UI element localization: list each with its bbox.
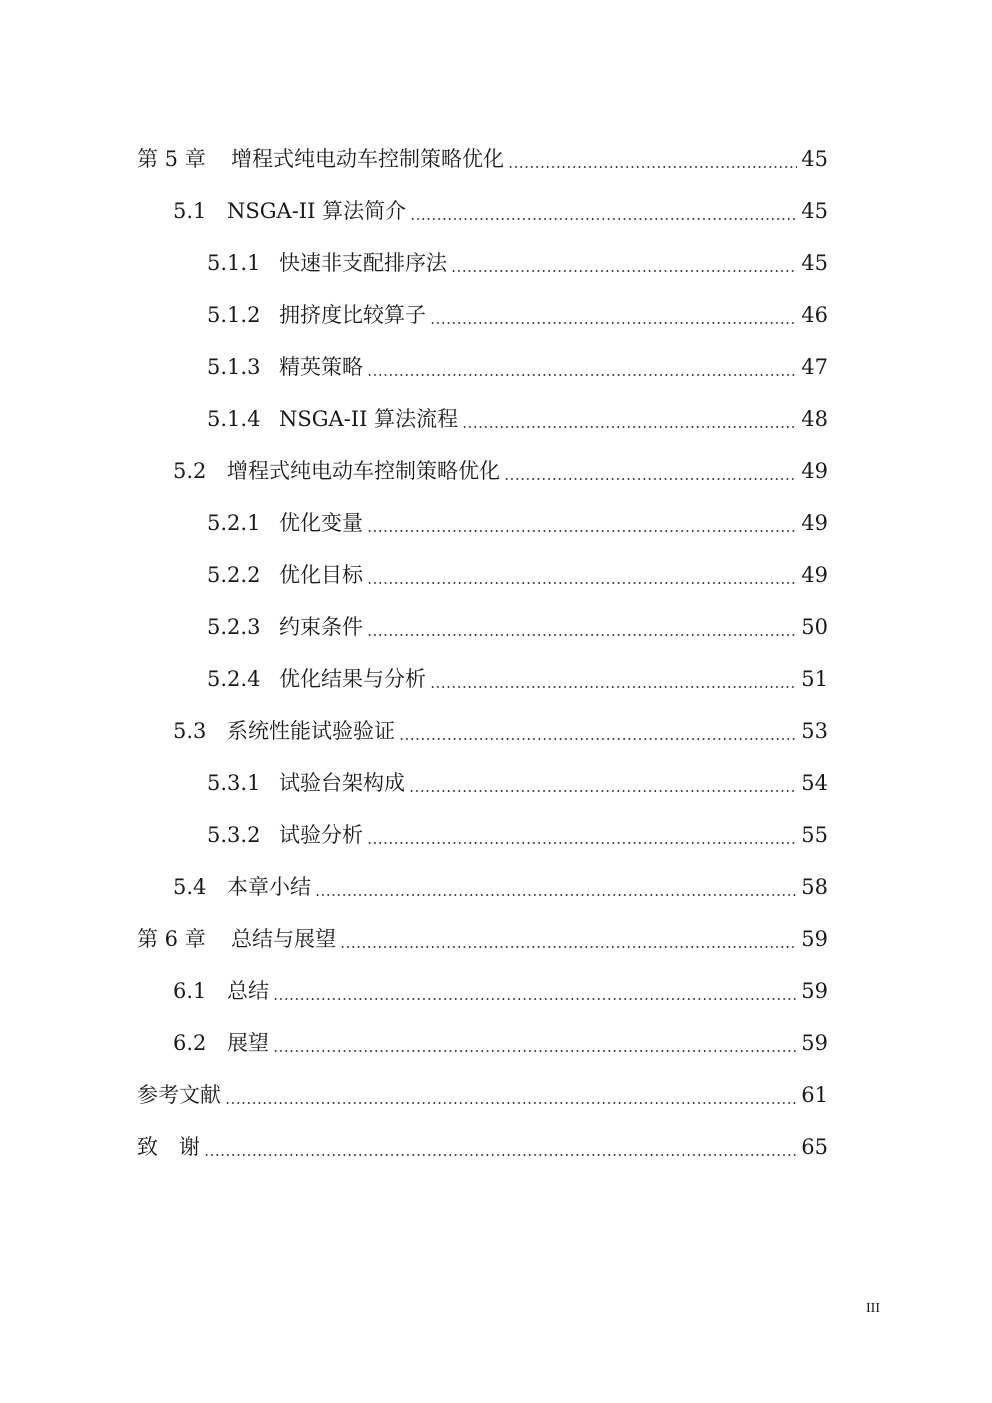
toc-entry-number: 5.2.3 [207, 615, 261, 639]
toc-entry-number: 5.2.2 [207, 563, 261, 587]
toc-entry-page: 48 [801, 407, 828, 431]
toc-entry-title: 总结 [227, 979, 269, 1003]
toc-entry-page: 59 [801, 927, 828, 951]
table-of-contents [0, 133, 992, 1173]
dot-leader [367, 582, 797, 584]
dot-leader [367, 634, 797, 636]
toc-entry-page: 45 [801, 199, 828, 223]
dot-leader [430, 686, 797, 688]
toc-entry-5-2-1[interactable] [0, 497, 992, 549]
toc-entry-page: 59 [801, 979, 828, 1003]
toc-entry-5-1-1[interactable] [0, 237, 992, 289]
toc-entry-number: 5.3.1 [207, 771, 261, 795]
toc-entry-page: 49 [801, 511, 828, 535]
dot-leader [315, 894, 797, 896]
toc-entry-5-2-3[interactable] [0, 601, 992, 653]
toc-entry-6-2[interactable] [0, 1017, 992, 1069]
toc-entry-page: 54 [801, 771, 828, 795]
dot-leader [340, 946, 797, 948]
toc-entry-title: NSGA-II 算法简介 [227, 199, 407, 223]
toc-entry-title: 增程式纯电动车控制策略优化 [227, 459, 500, 483]
toc-entry-number: 5.3 [173, 719, 207, 743]
toc-entry-number: 6.2 [173, 1031, 207, 1055]
toc-entry-number: 6.1 [173, 979, 207, 1003]
toc-entry-title: 优化变量 [279, 511, 363, 535]
toc-entry-title: 参考文献 [137, 1083, 221, 1107]
toc-entry-page: 45 [801, 251, 828, 275]
dot-leader [409, 790, 797, 792]
toc-entry-title: 增程式纯电动车控制策略优化 [231, 147, 504, 171]
toc-entry-chapter-5[interactable] [0, 133, 992, 185]
toc-entry-page: 45 [801, 147, 828, 171]
dot-leader [399, 738, 797, 740]
toc-entry-5-1[interactable] [0, 185, 992, 237]
dot-leader [367, 374, 797, 376]
dot-leader [451, 270, 797, 272]
toc-entry-5-1-2[interactable] [0, 289, 992, 341]
toc-entry-6-1[interactable] [0, 965, 992, 1017]
dot-leader [225, 1102, 797, 1104]
toc-entry-5-3-1[interactable] [0, 757, 992, 809]
toc-entry-page: 53 [801, 719, 828, 743]
toc-entry-number: 第 5 章 [137, 147, 206, 171]
toc-entry-title: 系统性能试验验证 [227, 719, 395, 743]
toc-entry-title: 快速非支配排序法 [279, 251, 447, 275]
toc-entry-number: 5.1.1 [207, 251, 261, 275]
dot-leader [504, 478, 797, 480]
toc-entry-number: 5.3.2 [207, 823, 261, 847]
dot-leader [367, 842, 797, 844]
dot-leader [462, 426, 797, 428]
toc-entry-5-1-4[interactable] [0, 393, 992, 445]
toc-entry-number: 5.2.4 [207, 667, 261, 691]
toc-entry-5-3[interactable] [0, 705, 992, 757]
toc-entry-number: 5.4 [173, 875, 207, 899]
toc-entry-page: 50 [801, 615, 828, 639]
toc-entry-page: 46 [801, 303, 828, 327]
toc-entry-page: 51 [801, 667, 828, 691]
toc-entry-page: 59 [801, 1031, 828, 1055]
toc-entry-title: 试验分析 [279, 823, 363, 847]
toc-entry-title: 优化目标 [279, 563, 363, 587]
dot-leader [430, 322, 797, 324]
toc-entry-references[interactable] [0, 1069, 992, 1121]
toc-entry-number: 5.2 [173, 459, 207, 483]
toc-entry-page: 47 [801, 355, 828, 379]
toc-entry-page: 58 [801, 875, 828, 899]
page-number: III [866, 1301, 880, 1316]
toc-entry-number: 5.2.1 [207, 511, 261, 535]
toc-entry-number: 5.1.4 [207, 407, 261, 431]
toc-entry-number: 5.1.2 [207, 303, 261, 327]
toc-entry-chapter-6[interactable] [0, 913, 992, 965]
toc-entry-page: 65 [801, 1135, 828, 1159]
toc-entry-5-2[interactable] [0, 445, 992, 497]
dot-leader [410, 218, 797, 220]
toc-entry-title: 优化结果与分析 [279, 667, 426, 691]
toc-entry-title: 致 谢 [137, 1135, 200, 1159]
toc-entry-page: 61 [801, 1083, 828, 1107]
toc-entry-title: 拥挤度比较算子 [279, 303, 426, 327]
toc-entry-title: 约束条件 [279, 615, 363, 639]
toc-entry-page: 55 [801, 823, 828, 847]
toc-entry-number: 第 6 章 [137, 927, 206, 951]
dot-leader [273, 1050, 797, 1052]
toc-entry-5-2-4[interactable] [0, 653, 992, 705]
dot-leader [273, 998, 797, 1000]
toc-entry-5-2-2[interactable] [0, 549, 992, 601]
toc-entry-number: 5.1 [173, 199, 207, 223]
dot-leader [508, 166, 797, 168]
toc-entry-5-4[interactable] [0, 861, 992, 913]
toc-entry-page: 49 [801, 563, 828, 587]
toc-entry-title: 展望 [227, 1031, 269, 1055]
dot-leader [367, 530, 797, 532]
toc-entry-5-1-3[interactable] [0, 341, 992, 393]
toc-entry-title: NSGA-II 算法流程 [279, 407, 459, 431]
toc-entry-title: 精英策略 [279, 355, 363, 379]
toc-entry-number: 5.1.3 [207, 355, 261, 379]
toc-entry-5-3-2[interactable] [0, 809, 992, 861]
dot-leader [204, 1154, 797, 1156]
toc-entry-title: 本章小结 [227, 875, 311, 899]
toc-entry-title: 试验台架构成 [279, 771, 405, 795]
toc-entry-title: 总结与展望 [231, 927, 336, 951]
toc-entry-page: 49 [801, 459, 828, 483]
toc-entry-acknowledgements[interactable] [0, 1121, 992, 1173]
